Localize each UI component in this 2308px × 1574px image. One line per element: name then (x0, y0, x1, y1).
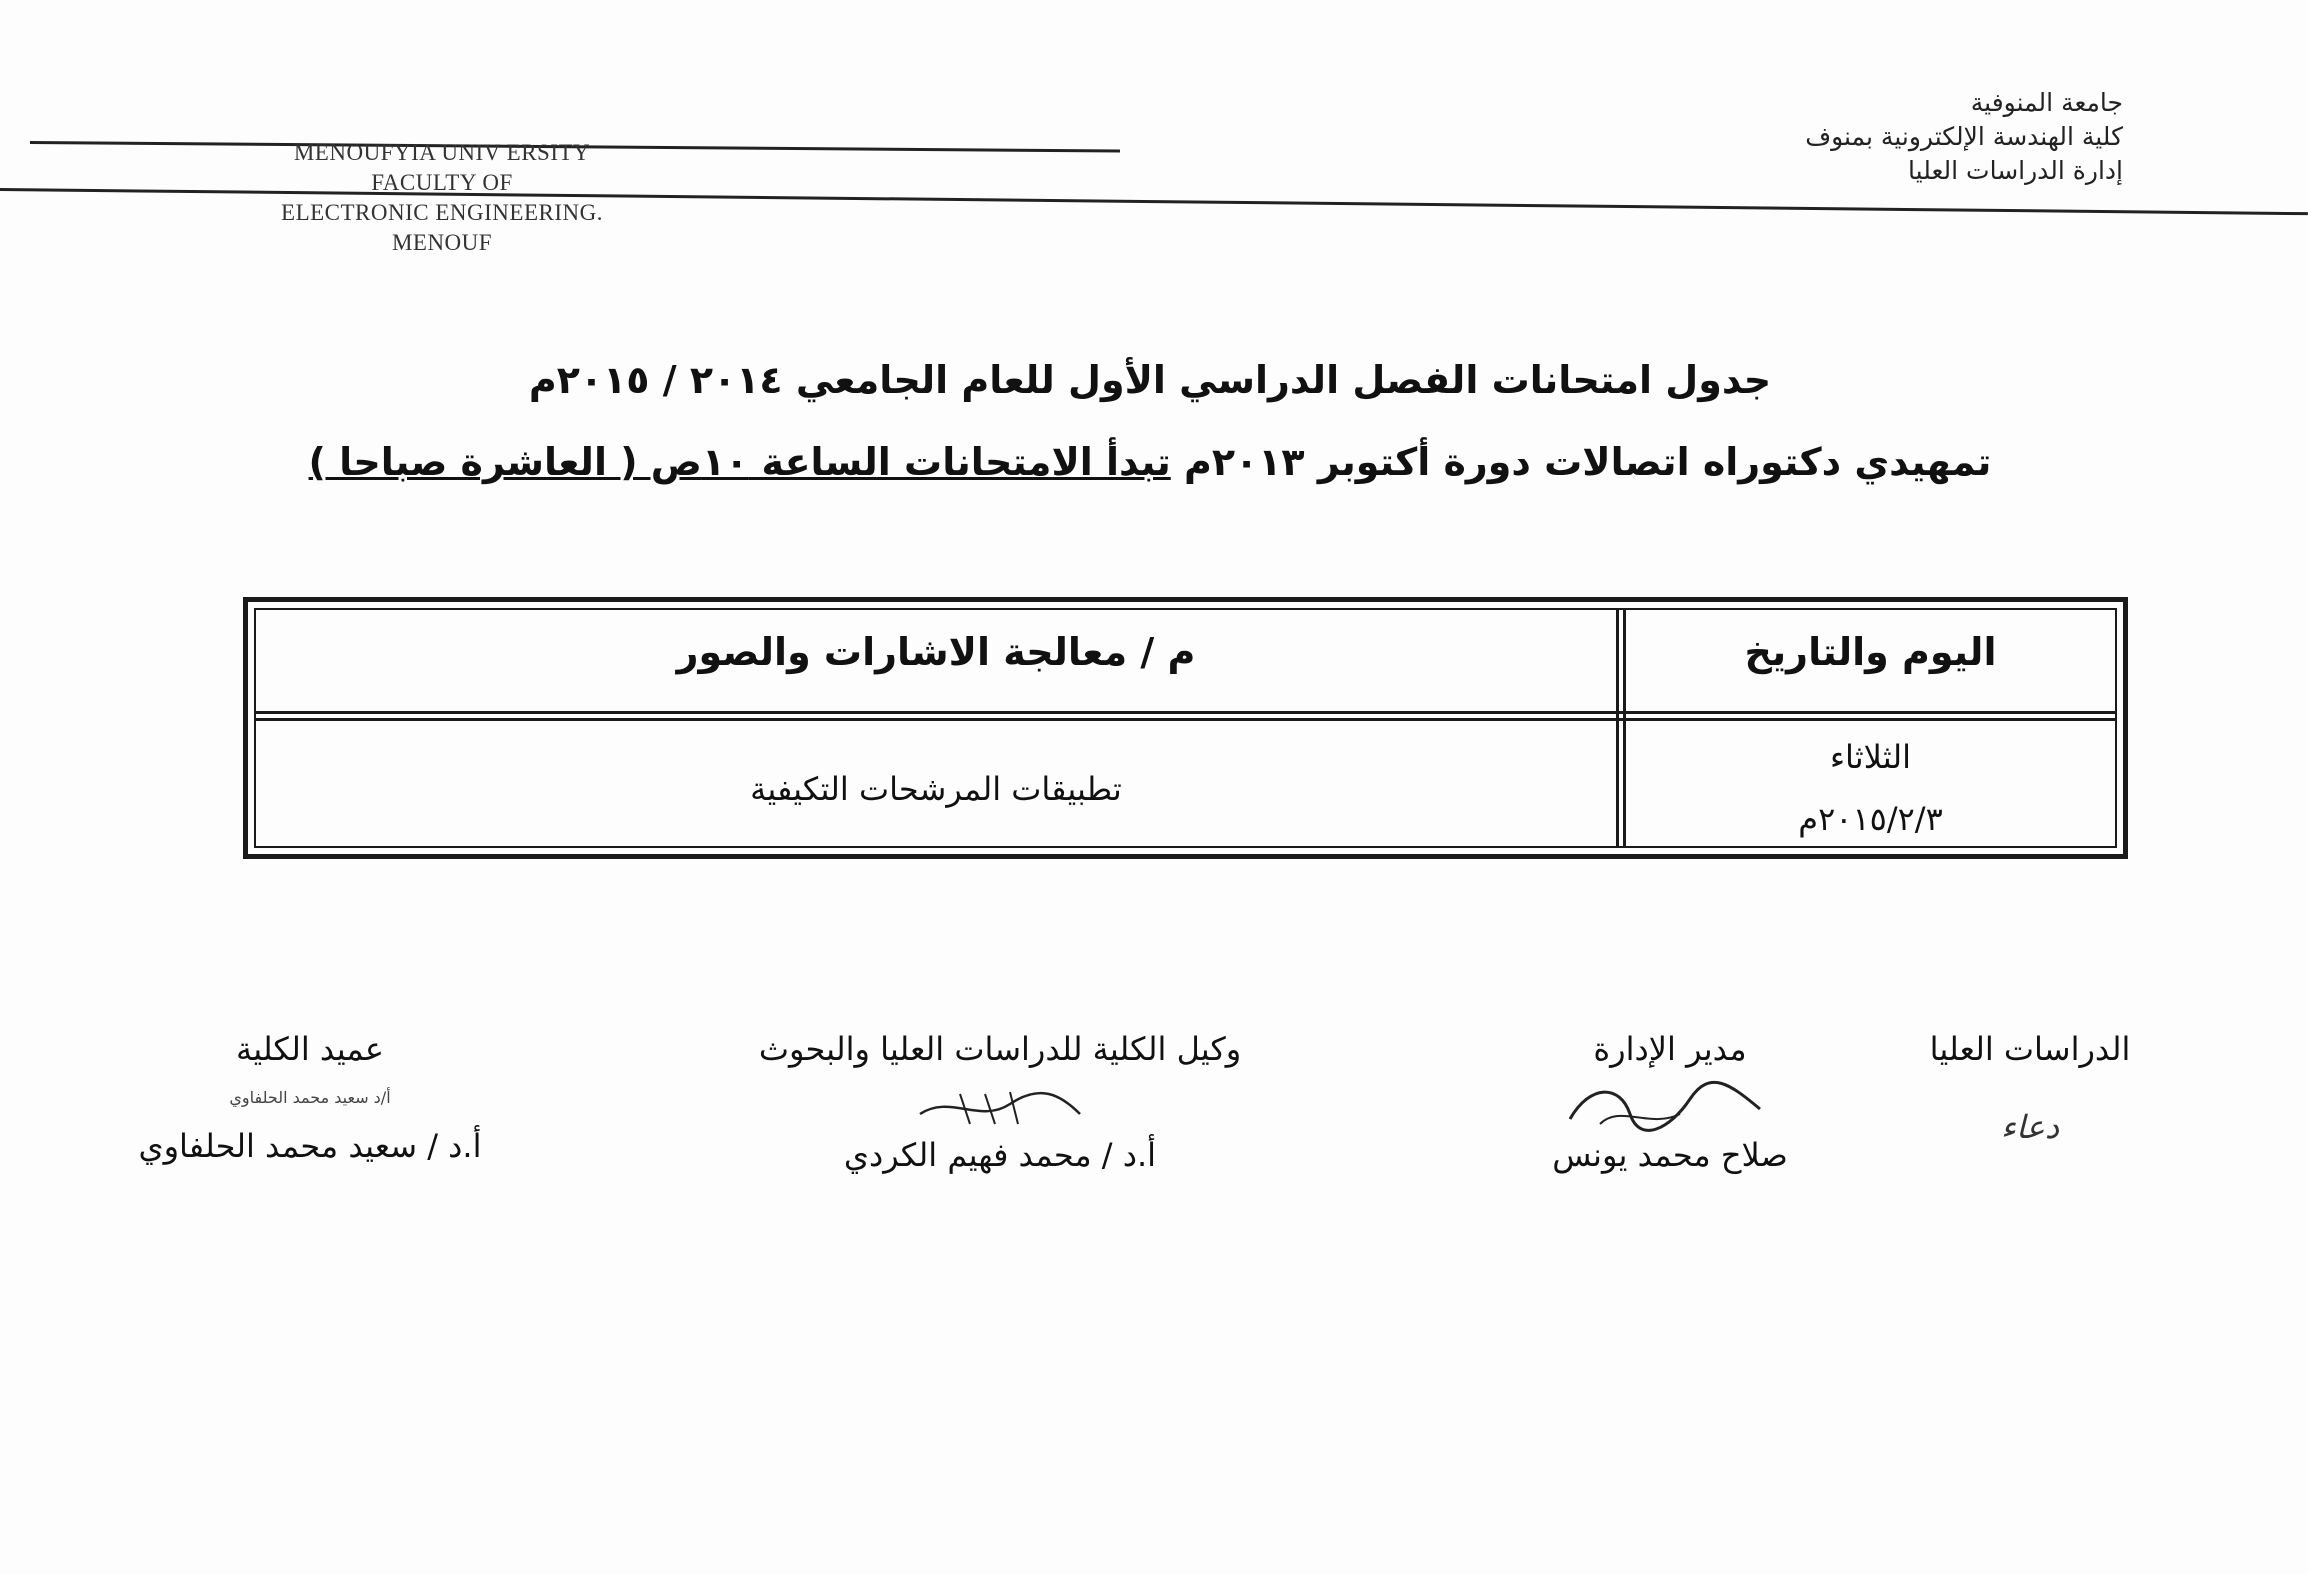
signature-stamp: أ/د سعيد محمد الحلفاوي (229, 1088, 391, 1107)
handwritten-signature-icon (900, 1074, 1100, 1134)
header-english-line-2: FACULTY OF (371, 170, 513, 195)
signature-name: أ.د / محمد فهيم الكردي (843, 1136, 1157, 1174)
table-header-day: اليوم والتاريخ (1744, 630, 1997, 674)
subtitle-prefix: تمهيدي دكتوراه اتصالات دورة أكتوبر ٢٠١٣م (1170, 440, 1992, 484)
table-header-subject: م / معالجة الاشارات والصور (676, 630, 1196, 674)
signature-title: الدراسات العليا (1929, 1030, 2131, 1068)
exam-table (243, 597, 2128, 859)
signature-block-manager (1500, 1030, 1840, 1174)
table-cell-day: الثلاثاء (1829, 738, 1912, 776)
table-cell-date: ٢٠١٥/٢/٣م (1798, 800, 1943, 838)
signature-title: مدير الإدارة (1593, 1030, 1747, 1068)
signature-block-postgrad (1880, 1030, 2180, 1146)
signature-name: أ.د / سعيد محمد الحلفاوي (138, 1127, 482, 1165)
signature-block-dean (110, 1030, 510, 1165)
subtitle-underlined: تبدأ الامتحانات الساعة ١٠ص ( العاشرة صباحا ) (308, 440, 1171, 484)
handwritten-signature-icon (1560, 1074, 1780, 1134)
header-arabic-line-1: جامعة المنوفية (1970, 88, 2123, 117)
signature-title: عميد الكلية (236, 1030, 384, 1068)
header-arabic-line-2: كلية الهندسة الإلكترونية بمنوف (1805, 122, 2123, 151)
header-english-line-3: ELECTRONIC ENGINEERING. (281, 200, 603, 225)
doc-subtitle (300, 440, 2000, 484)
table-divider-vertical (1616, 610, 1626, 846)
table-cell-subject: تطبيقات المرشحات التكيفية (750, 770, 1122, 808)
signature-title: وكيل الكلية للدراسات العليا والبحوث (758, 1030, 1242, 1068)
table-divider-horizontal (256, 711, 2115, 721)
exam-table-inner (254, 608, 2117, 848)
signature-name: صلاح محمد يونس (1552, 1136, 1788, 1174)
header-arabic-line-3: إدارة الدراسات العليا (1908, 156, 2123, 185)
header-english-line-1: MENOUFYIA UNIV ERSITY (293, 140, 591, 165)
header-english-line-4: MENOUF (391, 230, 493, 255)
signature-handwriting: دعاء (2000, 1108, 2060, 1146)
doc-title: جدول امتحانات الفصل الدراسي الأول للعام الجامعي ٢٠١٤ / ٢٠١٥م (528, 358, 1772, 402)
signature-block-vice-dean (700, 1030, 1300, 1174)
header-arabic (1723, 86, 2123, 188)
header-english (232, 138, 652, 258)
